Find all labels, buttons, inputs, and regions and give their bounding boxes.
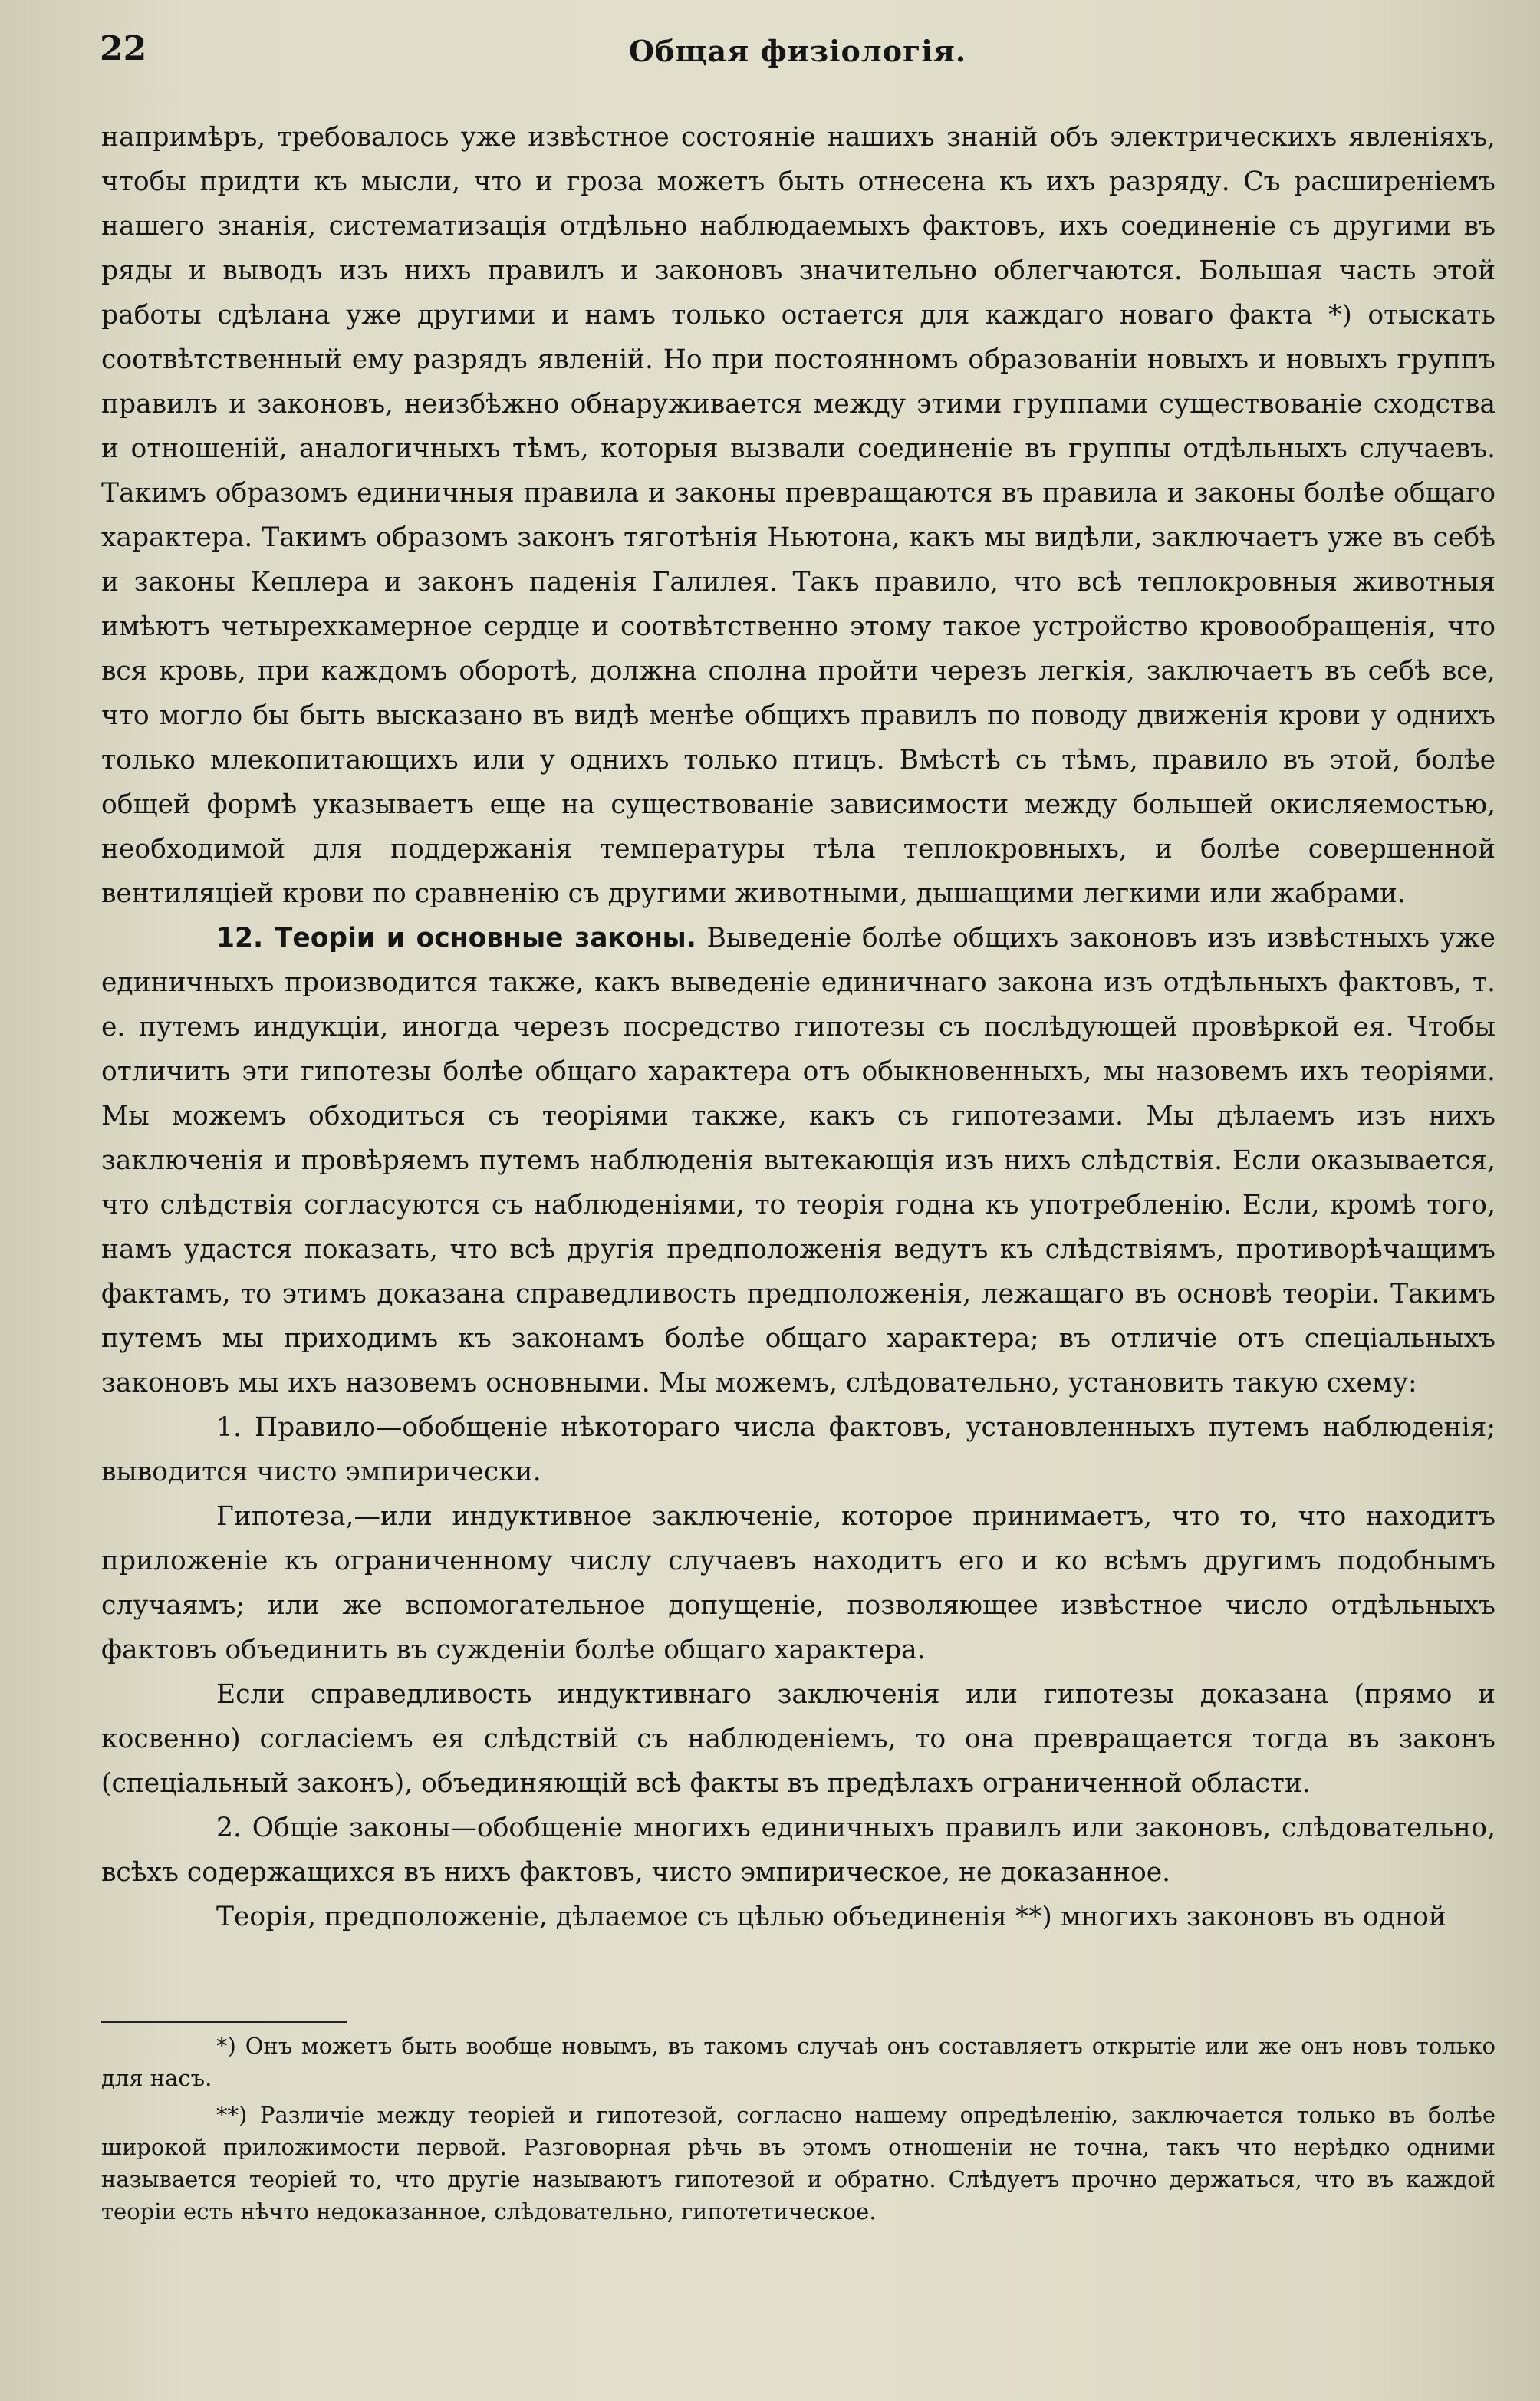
main-text <box>101 115 1496 1939</box>
paragraph-section-12 <box>101 916 1496 1405</box>
page-number: 22 <box>100 29 147 68</box>
footnote-divider <box>101 2021 347 2023</box>
running-title: Общая физіологія. <box>628 34 967 68</box>
footnote-2: **) Различіе между теоріей и гипотезой, согласно нашему опредѣленію, заключается только въ болѣе широкой приложимости первой. Разговорная рѣчь въ этомъ отношеніи не точна, такъ что нерѣдко одними называется теоріей то, что другіе называютъ гипотезой и обратно. Слѣдуетъ прочно держаться, что въ каждой теоріи есть нѣчто недоказанное, слѣдовательно, гипотетическое. <box>101 2102 1496 2225</box>
paragraph-general-laws: 2. Общіе законы—обобщеніе многихъ единичныхъ правилъ или законовъ, слѣдовательно, всѣхъ содержащихся въ нихъ фактовъ, чисто эмпирическое, не доказанное. <box>101 1813 1496 1888</box>
paragraph-continuation: напримѣръ, требовалось уже извѣстное состояніе нашихъ знаній объ электрическихъ явленіяхъ, чтобы придти къ мысли, что и гроза можетъ быть отнесена къ ихъ разряду. Съ расширеніемъ нашего знанія, систематизація отдѣльно наблюдаемыхъ фактовъ, ихъ соединеніе съ другими въ ряды и выводъ изъ нихъ правилъ и законовъ значительно облегчаются. Большая часть этой работы сдѣлана уже другими и намъ только остается для каждаго новаго факта *) отыскать соотвѣтственный ему разрядъ явленій. Но при постоянномъ образованіи новыхъ и новыхъ группъ правилъ и законовъ, неизбѣжно обнаруживается между этими группами существованіе сходства и отношеній, аналогичныхъ тѣмъ, которыя вызвали соединеніе въ группы отдѣльныхъ случаевъ. Такимъ образомъ единичныя правила и законы превращаются въ правила и законы болѣе общаго характера. Такимъ образомъ законъ тяготѣнія Ньютона, какъ мы видѣли, заключаетъ уже въ себѣ и законы Кеплера и законъ паденія Галилея. Такъ правило, что всѣ теплокровныя животныя имѣютъ четырехкамерное сердце и соотвѣтственно этому такое устройство кровообращенія, что вся кровь, при каждомъ оборотѣ, должна сполна пройти черезъ легкія, заключаетъ въ себѣ все, что могло бы быть высказано въ видѣ менѣе общихъ правилъ по поводу движенія крови у однихъ только млекопитающихъ или у однихъ только птицъ. Вмѣстѣ съ тѣмъ, правило въ этой, болѣе общей формѣ указываетъ еще на существованіе зависимости между большей окисляемостью, необходимой для поддержанія температуры тѣла теплокровныхъ, и болѣе совершенной вентиляціей крови по сравненію съ другими животными, дышащими легкими или жабрами. <box>101 122 1496 909</box>
paragraph-hypothesis: Гипотеза,—или индуктивное заключеніе, которое принимаетъ, что то, что находитъ приложеніе къ ограниченному числу случаевъ находитъ его и ко всѣмъ другимъ подобнымъ случаямъ; или же вспомогательное допущеніе, позволяющее извѣстное число отдѣльныхъ фактовъ объединить въ сужденіи болѣе общаго характера. <box>101 1501 1496 1665</box>
section-text: Выведеніе болѣе общихъ законовъ изъ извѣстныхъ уже единичныхъ производится также, какъ выведеніе единичнаго закона изъ отдѣльныхъ фактовъ, т. е. путемъ индукціи, иногда черезъ посредство гипотезы съ послѣдующей провѣркой ея. Чтобы отличить эти гипотезы болѣе общаго характера отъ обыкновенныхъ, мы назовемъ ихъ теоріями. Мы можемъ обходиться съ теоріями также, какъ съ гипотезами. Мы дѣлаемъ изъ нихъ заключенія и провѣряемъ путемъ наблюденія вытекающія изъ нихъ слѣдствія. Если оказывается, что слѣдствія согласуются съ наблюденіями, то теорія годна къ употребленію. Если, кромѣ того, намъ удастся показать, что всѣ другія предположенія ведутъ къ слѣдствіямъ, противорѣчащимъ фактамъ, то этимъ доказана справедливость предположенія, лежащаго въ основѣ теоріи. Такимъ путемъ мы приходимъ къ законамъ болѣе общаго характера; въ отличіе отъ спеціальныхъ законовъ мы ихъ назовемъ основными. Мы можемъ, слѣдовательно, установить такую схему: <box>101 923 1496 1398</box>
paragraph-theory: Теорія, предположеніе, дѣлаемое съ цѣлью объединенія **) многихъ законовъ въ одной <box>216 1902 1446 1932</box>
footnote-1: *) Онъ можетъ быть вообще новымъ, въ такомъ случаѣ онъ составляетъ открытіе или же онъ новъ только для насъ. <box>101 2033 1496 2091</box>
page-header <box>100 29 1496 75</box>
footnotes <box>101 2030 1496 2232</box>
paragraph-law: Если справедливость индуктивнаго заключенія или гипотезы доказана (прямо и косвенно) согласіемъ ея слѣдствій съ наблюденіемъ, то она превращается тогда въ законъ (спеціальный законъ), объединяющій всѣ факты въ предѣлахъ ограниченной области. <box>101 1679 1496 1799</box>
paragraph-rule: 1. Правило—обобщеніе нѣкотораго числа фактовъ, установленныхъ путемъ наблюденія; выводится чисто эмпирически. <box>101 1412 1496 1487</box>
section-heading: 12. Теоріи и основные законы. <box>216 923 696 953</box>
